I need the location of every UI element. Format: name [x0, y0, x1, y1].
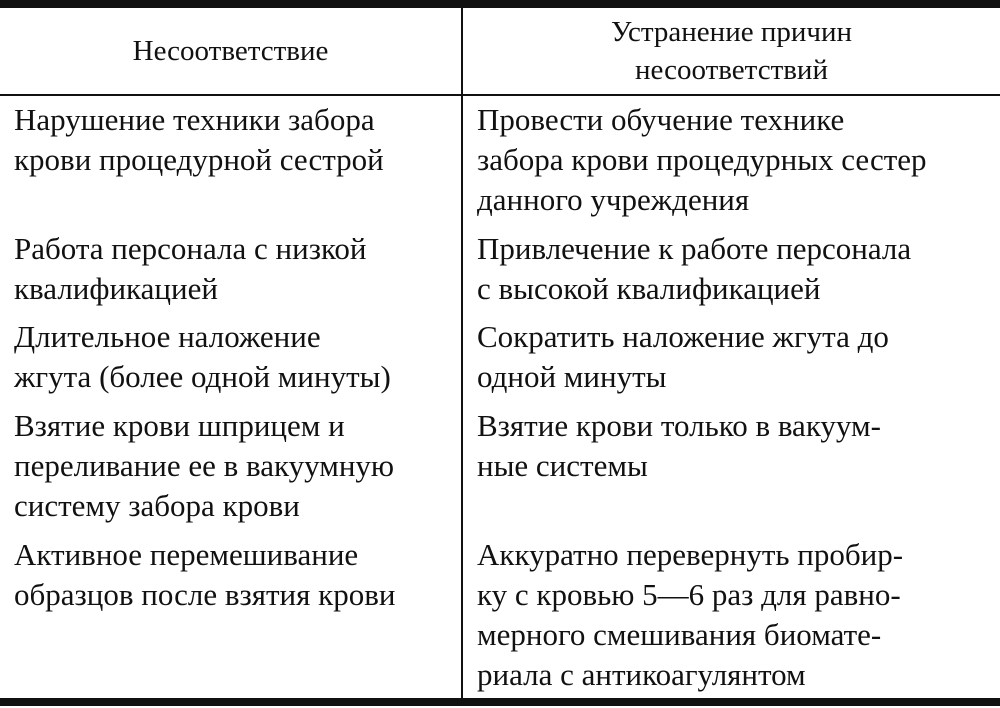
- row-1-issue: Нарушение техники забора крови процедурной сестрой: [14, 102, 384, 177]
- row-2-fix: Привлечение к работе персонала с высокой квалификацией: [477, 231, 912, 306]
- row-2-issue: Работа персонала с низкой квалификацией: [14, 231, 367, 306]
- header-elimination-label: Устранение причин несоответствий: [610, 16, 853, 86]
- row-5-issue: Активное перемешивание образцов после взятия крови: [14, 537, 396, 612]
- row-4-issue: Взятие крови шприцем и переливание ее в вакуумную систему забора крови: [14, 408, 395, 523]
- row-5-fix: Аккуратно перевернуть пробир- ку с кровью 5—6 раз для равно- мерного смешивания биомате- риала с антикоагулянтом: [477, 537, 904, 692]
- row-1-fix: Провести обучение технике забора крови процедурных сестер данного учреждения: [477, 102, 927, 217]
- table-top-rule: [0, 0, 1000, 8]
- row-3-issue: Длительное наложение жгута (более одной минуты): [14, 319, 391, 394]
- header-rule: [0, 94, 1000, 96]
- header-elimination: [463, 8, 1000, 94]
- column-divider: [461, 0, 463, 706]
- header-nonconformity: [0, 8, 461, 94]
- table-bottom-rule: [0, 698, 1000, 706]
- row-4-fix: Взятие крови только в вакуум- ные системы: [477, 408, 881, 483]
- header-nonconformity-label: Несоответствие: [132, 35, 329, 67]
- row-3-fix: Сократить наложение жгута до одной минуты: [477, 319, 889, 394]
